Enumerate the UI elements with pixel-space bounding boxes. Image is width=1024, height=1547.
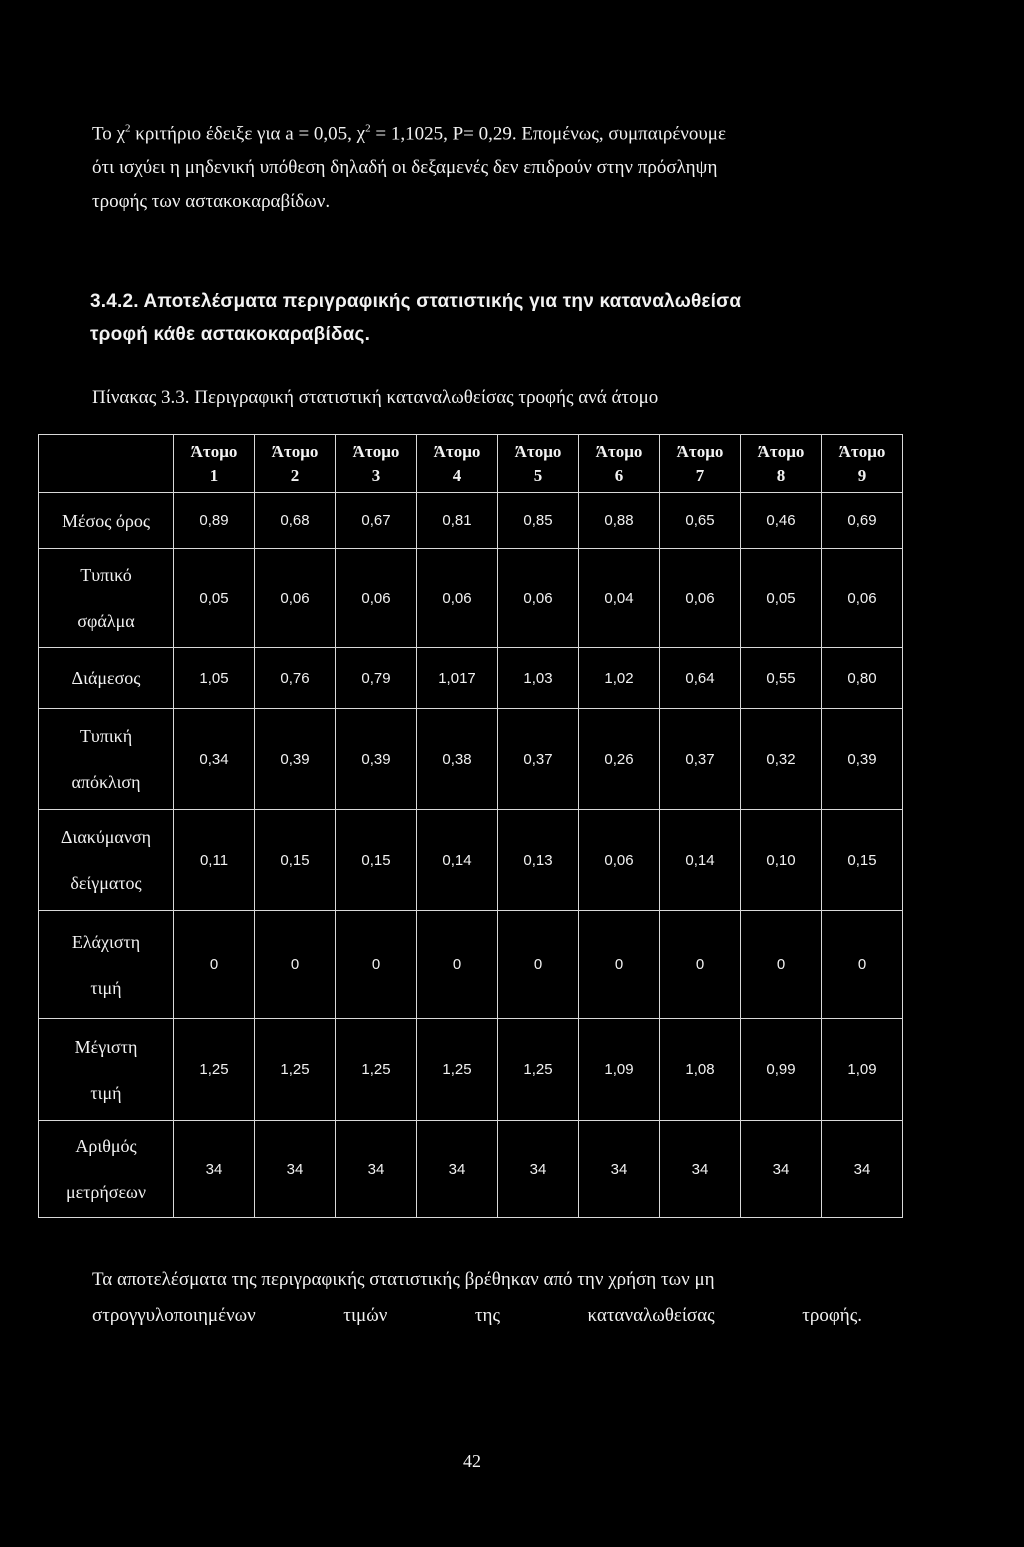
column-header-word: Άτομο: [838, 441, 886, 461]
section-heading-line-2: τροφή κάθε αστακοκαραβίδας.: [90, 324, 371, 345]
table-cell: 0,15: [255, 810, 336, 911]
row-label: [39, 911, 174, 1019]
row-label: [39, 709, 174, 810]
table-cell: 0,32: [741, 709, 822, 810]
column-header-number: 5: [533, 465, 543, 485]
table-row: [39, 1019, 903, 1121]
table-cell: 0,10: [741, 810, 822, 911]
superscript: 2: [125, 123, 131, 135]
column-header-atomo-5: [498, 435, 579, 493]
table-cell: 1,03: [498, 648, 579, 709]
table-cell: 0,15: [336, 810, 417, 911]
table-cell: 0: [579, 911, 660, 1019]
intro-text: κριτήριο έδειξε για a = 0,05,: [130, 123, 357, 145]
intro-line-1: [92, 112, 862, 151]
column-header-atomo-6: [579, 435, 660, 493]
chi-letter: χ: [356, 123, 366, 145]
column-header-atomo-1: [174, 435, 255, 493]
chi-letter: χ: [116, 123, 125, 145]
table-cell: 0,80: [822, 648, 903, 709]
row-label-line: Μέσος όρος: [61, 510, 150, 531]
table-cell: 0,26: [579, 709, 660, 810]
column-header-number: 6: [614, 465, 624, 485]
table-cell: 0,68: [255, 493, 336, 549]
table-cell: 0: [255, 911, 336, 1019]
intro-line-3: τροφής των αστακοκαραβίδων.: [92, 191, 331, 213]
table-cell: 0,06: [417, 549, 498, 648]
table-cell: 0,14: [660, 810, 741, 911]
table-row: [39, 911, 903, 1019]
superscript: 2: [365, 123, 371, 135]
column-header-word: Άτομο: [676, 441, 724, 461]
intro-text: = 1,1025, P= 0,29. Επομένως, συμπαιρένουμε: [370, 123, 726, 145]
table-cell: 0,67: [336, 493, 417, 549]
table-cell: 0,99: [741, 1019, 822, 1121]
row-label: [39, 1121, 174, 1218]
column-header-word: Άτομο: [190, 441, 238, 461]
row-label-line: Διακύμανση: [60, 827, 152, 847]
table-cell: 1,25: [336, 1019, 417, 1121]
column-header-number: 9: [857, 465, 867, 485]
page-number: 42: [463, 1451, 481, 1471]
table-cell: 0,14: [417, 810, 498, 911]
column-header-atomo-2: [255, 435, 336, 493]
row-label-line: σφάλμα: [77, 611, 135, 631]
column-header-number: 2: [290, 465, 300, 485]
table-cell: 0: [741, 911, 822, 1019]
row-label-line: μετρήσεων: [65, 1182, 147, 1202]
table-cell: 1,09: [579, 1019, 660, 1121]
table-cell: 0: [417, 911, 498, 1019]
column-header-word: Άτομο: [757, 441, 805, 461]
table-cell: 0: [822, 911, 903, 1019]
row-label-line: απόκλιση: [71, 772, 141, 792]
chi-symbol: [117, 123, 131, 144]
table-cell: 1,09: [822, 1019, 903, 1121]
table-cell: 34: [579, 1121, 660, 1218]
table-row: [39, 549, 903, 648]
table-cell: 0,04: [579, 549, 660, 648]
chi-symbol: [357, 123, 371, 144]
row-label-line: Διάμεσος: [71, 668, 141, 688]
column-header-word: Άτομο: [514, 441, 562, 461]
table-row: [39, 709, 903, 810]
table-body: [39, 493, 903, 1218]
table-cell: 0,89: [174, 493, 255, 549]
column-header-atomo-9: [822, 435, 903, 493]
table-cell: 0,06: [255, 549, 336, 648]
row-label: [39, 549, 174, 648]
table-cell: 0,06: [660, 549, 741, 648]
closing-paragraph: [92, 1262, 862, 1334]
table-cell: 0,13: [498, 810, 579, 911]
column-header-word: Άτομο: [433, 441, 481, 461]
table-cell: 0,38: [417, 709, 498, 810]
row-label-line: Τυπική: [79, 726, 133, 746]
table-row: [39, 648, 903, 709]
row-label-line: Ελάχιστη: [71, 931, 141, 952]
column-header-number: 1: [209, 465, 219, 485]
table-row: [39, 810, 903, 911]
table-cell: 0,39: [336, 709, 417, 810]
row-label: [39, 1019, 174, 1121]
column-header-word: Άτομο: [271, 441, 319, 461]
table-cell: 1,08: [660, 1019, 741, 1121]
table-cell: 34: [336, 1121, 417, 1218]
intro-paragraph: [92, 112, 862, 219]
row-label-line: Αριθμός: [75, 1136, 137, 1156]
table-cell: 34: [822, 1121, 903, 1218]
table-cell: 34: [660, 1121, 741, 1218]
table-cell: 0,81: [417, 493, 498, 549]
column-header-atomo-8: [741, 435, 822, 493]
table-cell: 0: [174, 911, 255, 1019]
table-cell: 1,25: [417, 1019, 498, 1121]
table-cell: 0,46: [741, 493, 822, 549]
table-cell: 0,85: [498, 493, 579, 549]
table-cell: 0,05: [741, 549, 822, 648]
table-cell: 1,25: [255, 1019, 336, 1121]
column-header-word: Άτομο: [595, 441, 643, 461]
row-label: [39, 810, 174, 911]
table-cell: 1,017: [417, 648, 498, 709]
row-label-line: Τυπικό: [80, 565, 132, 585]
row-label-line: δείγματος: [70, 873, 142, 893]
table-cell: 0,88: [579, 493, 660, 549]
table-cell: 0,79: [336, 648, 417, 709]
table-cell: 0,05: [174, 549, 255, 648]
row-label-line: Μέγιστη: [74, 1036, 138, 1057]
table-cell: 0,39: [255, 709, 336, 810]
column-header-word: Άτομο: [352, 441, 400, 461]
row-label-line: τιμή: [90, 1082, 122, 1103]
column-header-atomo-3: [336, 435, 417, 493]
table-row: [39, 1121, 903, 1218]
table-cell: 34: [741, 1121, 822, 1218]
intro-line-2: ότι ισχύει η μηδενική υπόθεση δηλαδή οι δεξαμενές δεν επιδρούν στην πρόσληψη: [92, 157, 718, 179]
table-cell: 0: [498, 911, 579, 1019]
table-cell: 34: [417, 1121, 498, 1218]
column-header-atomo-7: [660, 435, 741, 493]
table-cell: 0,11: [174, 810, 255, 911]
table-cell: 1,25: [174, 1019, 255, 1121]
table-cell: 0,76: [255, 648, 336, 709]
table-cell: 0,64: [660, 648, 741, 709]
table-cell: 1,02: [579, 648, 660, 709]
column-header-number: 8: [776, 465, 786, 485]
column-header-number: 3: [371, 465, 381, 485]
header-corner-cell: [39, 435, 174, 493]
column-header-number: 7: [695, 465, 705, 485]
table-header: [39, 435, 903, 493]
table-cell: 0,37: [660, 709, 741, 810]
statistics-table: [38, 434, 903, 1218]
closing-line-2: στρογγυλοποιημένων τιμών της καταναλωθείσας τροφής.: [92, 1305, 862, 1326]
section-heading: [90, 285, 890, 351]
column-header-number: 4: [452, 465, 462, 485]
table-cell: 0,55: [741, 648, 822, 709]
row-label-line: τιμή: [90, 977, 122, 998]
section-heading-line-1: 3.4.2. Αποτελέσματα περιγραφικής στατιστικής για την καταναλωθείσα: [90, 291, 742, 312]
row-label: [39, 648, 174, 709]
table-cell: 0,34: [174, 709, 255, 810]
table-header-row: [39, 435, 903, 493]
closing-line-1: Τα αποτελέσματα της περιγραφικής στατιστικής βρέθηκαν από την χρήση των μη: [92, 1269, 715, 1290]
table-cell: 0: [660, 911, 741, 1019]
table-caption: Πίνακας 3.3. Περιγραφική στατιστική καταναλωθείσας τροφής ανά άτομο: [92, 387, 659, 408]
table-cell: 1,05: [174, 648, 255, 709]
table-cell: 0,37: [498, 709, 579, 810]
table-cell: 0,69: [822, 493, 903, 549]
intro-text: Το: [92, 123, 117, 145]
table-cell: 0: [336, 911, 417, 1019]
table-cell: 34: [255, 1121, 336, 1218]
column-header-atomo-4: [417, 435, 498, 493]
table-cell: 0,15: [822, 810, 903, 911]
row-label: [39, 493, 174, 549]
table-cell: 0,39: [822, 709, 903, 810]
table-cell: 0,06: [579, 810, 660, 911]
table-cell: 1,25: [498, 1019, 579, 1121]
table-cell: 34: [174, 1121, 255, 1218]
table-cell: 0,06: [822, 549, 903, 648]
table-row: [39, 493, 903, 549]
table-cell: 0,65: [660, 493, 741, 549]
table-cell: 0,06: [498, 549, 579, 648]
table-cell: 34: [498, 1121, 579, 1218]
table-cell: 0,06: [336, 549, 417, 648]
